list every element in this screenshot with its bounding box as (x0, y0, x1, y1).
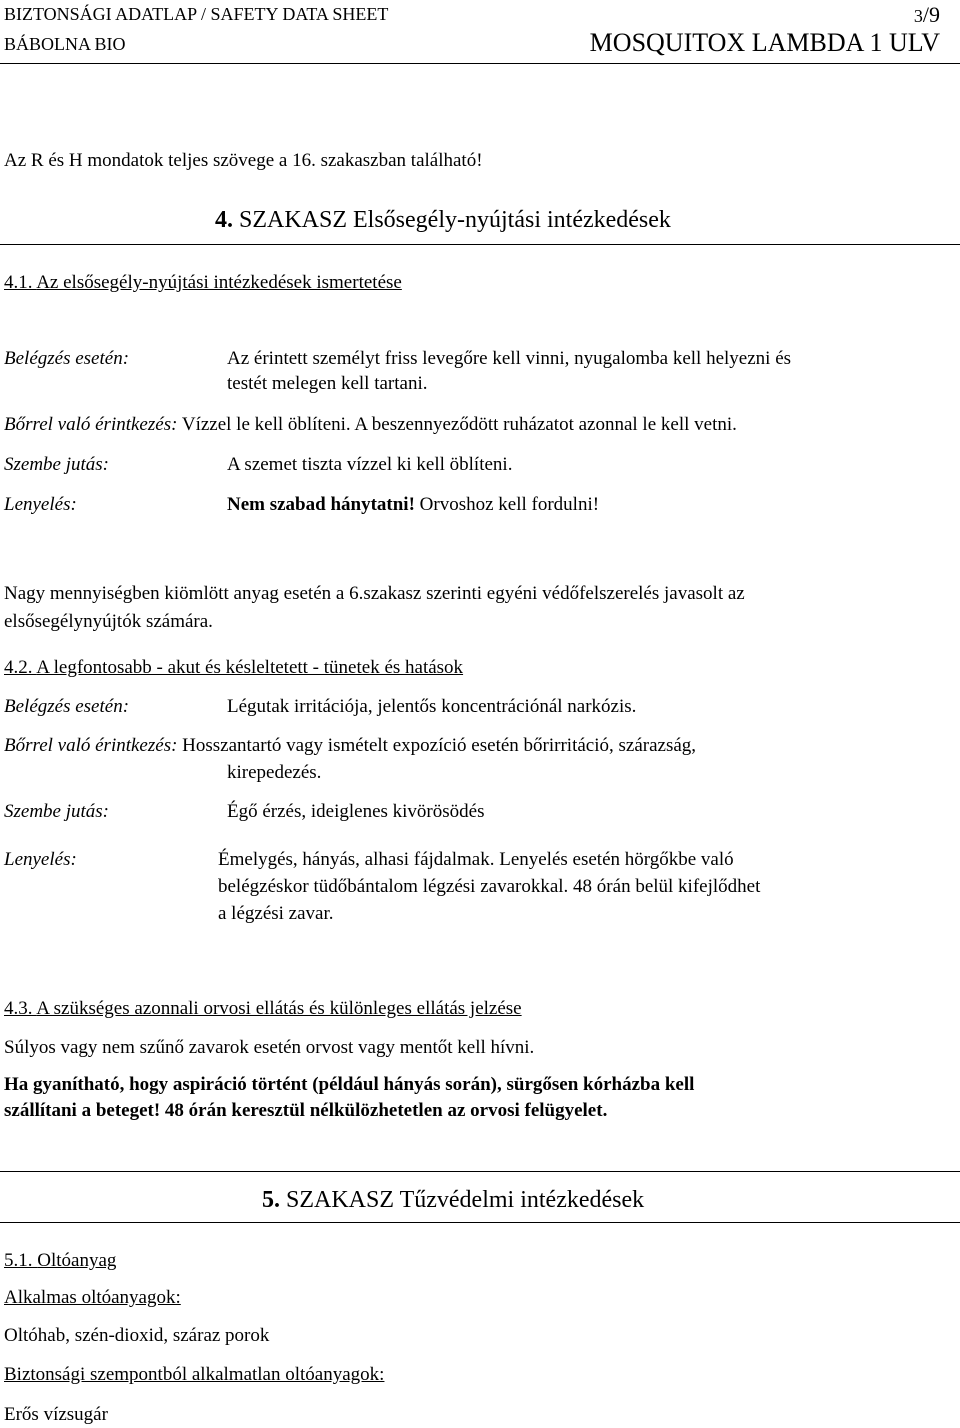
symptom-ingestion-line3: a légzési zavar. (218, 903, 334, 924)
symptom-eye-text: Égő érzés, ideiglenes kivörösödés (227, 801, 485, 822)
ingestion-text (227, 494, 599, 516)
page-number: 3/9 (913, 2, 940, 27)
unsuitable-extinguisher-text: Erős vízsugár (4, 1404, 108, 1425)
subsection-4-1-title: 4.1. Az elsősegély-nyújtási intézkedések ismertetése (4, 272, 402, 293)
suitable-extinguisher-label: Alkalmas oltóanyagok: (4, 1287, 181, 1308)
first-aider-note-line2: elsősegélynyújtók számára. (4, 611, 213, 632)
ingestion-warning: Nem szabad hánytatni! (227, 494, 415, 515)
symptom-inhalation-label: Belégzés esetén: (4, 696, 130, 717)
section5-number: 5. (262, 1187, 280, 1213)
ingestion-label: Lenyelés: (4, 494, 77, 515)
skin-contact-label: Bőrrel való érintkezés: (4, 414, 178, 435)
aspiration-warning-line2: szállítani a beteget! 48 órán keresztül nélkülözhetetlen az orvosi felügyelet. (4, 1100, 608, 1121)
section5-title-text: SZAKASZ Tűzvédelmi intézkedések (286, 1187, 645, 1213)
eye-contact-text: A szemet tiszta vízzel ki kell öblíteni. (227, 454, 513, 475)
symptom-ingestion-label: Lenyelés: (4, 849, 77, 870)
symptom-skin-text-line2: kirepedezés. (227, 762, 322, 783)
doc-type-header: BIZTONSÁGI ADATLAP / SAFETY DATA SHEET (4, 4, 389, 24)
ingestion-instruction: Orvoshoz kell fordulni! (414, 494, 600, 515)
product-name: MOSQUITOX LAMBDA 1 ULV (589, 28, 940, 57)
section4-number: 4. (215, 207, 233, 233)
section5-title (262, 1187, 644, 1214)
symptom-ingestion-line1: Émelygés, hányás, alhasi fájdalmak. Lenyelés esetén hörgőkbe való (218, 849, 734, 870)
symptom-ingestion-line2: belégzéskor tüdőbántalom légzési zavarokkal. 48 órán belül kifejlődhet (218, 876, 761, 897)
section5-top-divider (0, 1171, 960, 1172)
unsuitable-extinguisher-label: Biztonsági szempontból alkalmatlan oltóanyagok: (4, 1364, 385, 1385)
section4-divider (0, 244, 960, 245)
symptom-inhalation-text: Légutak irritációja, jelentős koncentrációnál narkózis. (227, 696, 637, 717)
first-aider-note-line1: Nagy mennyiségben kiömlött anyag esetén a 6.szakasz szerinti egyéni védőfelszerelés javasolt az (4, 583, 745, 604)
inhalation-text-line2: testét melegen kell tartani. (227, 373, 428, 394)
aspiration-warning-line1: Ha gyanítható, hogy aspiráció történt (például hányás során), sürgősen kórházba kell (4, 1074, 695, 1095)
inhalation-text-line1: Az érintett személyt friss levegőre kell vinni, nyugalomba kell helyezni és (227, 348, 792, 369)
subsection-5-1-title: 5.1. Oltóanyag (4, 1250, 117, 1271)
subsection-4-3-title: 4.3. A szükséges azonnali orvosi ellátás és különleges ellátás jelzése (4, 998, 522, 1019)
intro-note: Az R és H mondatok teljes szövege a 16. szakaszban található! (4, 150, 483, 171)
company-name: BÁBOLNA BIO (4, 34, 126, 54)
eye-contact-label: Szembe jutás: (4, 454, 110, 475)
skin-contact-text: Vízzel le kell öblíteni. A beszennyeződött ruházatot azonnal le kell vetni. (181, 414, 737, 435)
header-divider (0, 63, 960, 64)
section4-title (215, 207, 671, 234)
symptom-skin-row (4, 735, 696, 757)
section5-divider (0, 1222, 960, 1223)
subsection-4-2-title: 4.2. A legfontosabb - akut és késleltetett - tünetek és hatások (4, 657, 464, 678)
symptom-skin-text-line1: Hosszantartó vagy ismételt expozíció esetén bőrirritáció, szárazság, (182, 735, 697, 756)
skin-contact-row (4, 414, 737, 436)
inhalation-label: Belégzés esetén: (4, 348, 130, 369)
medical-attention-text: Súlyos vagy nem szűnő zavarok esetén orvost vagy mentőt kell hívni. (4, 1037, 535, 1058)
suitable-extinguisher-text: Oltóhab, szén-dioxid, száraz porok (4, 1325, 270, 1346)
symptom-eye-label: Szembe jutás: (4, 801, 110, 822)
symptom-skin-label: Bőrrel való érintkezés: (4, 735, 178, 756)
section4-title-text: SZAKASZ Elsősegély-nyújtási intézkedések (239, 207, 671, 233)
